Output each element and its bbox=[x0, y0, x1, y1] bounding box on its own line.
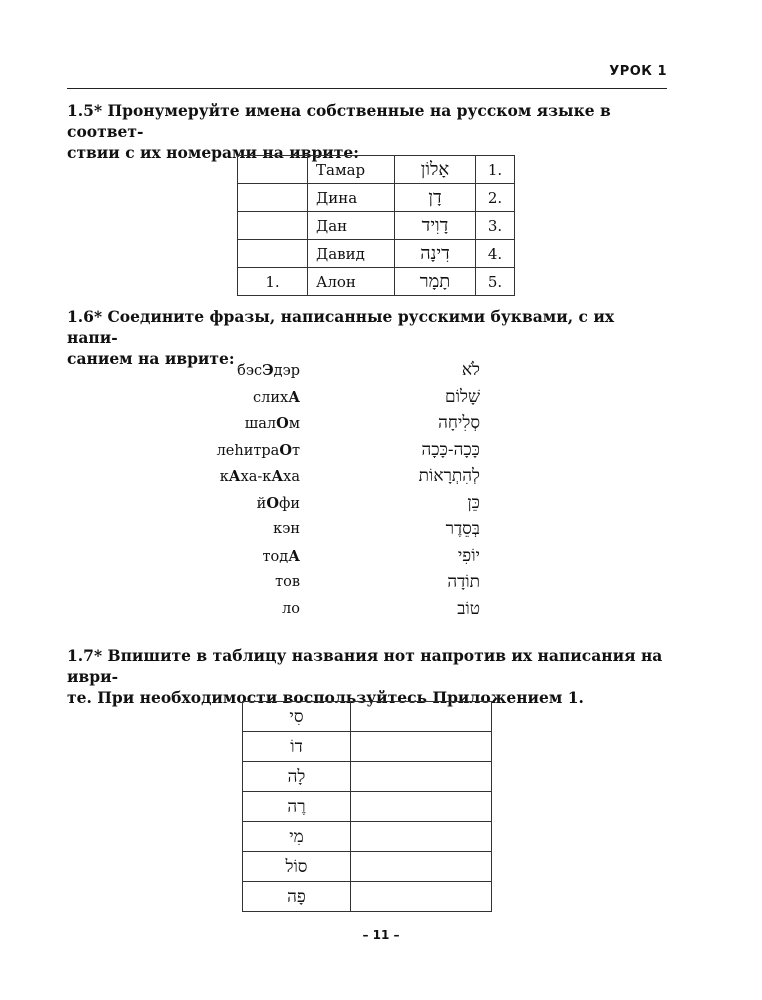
page-header bbox=[67, 62, 667, 89]
answer-cell[interactable] bbox=[351, 792, 492, 822]
hebrew-phrase: שָׁלוֹם bbox=[445, 386, 480, 407]
hebrew-note-cell: לָה bbox=[243, 762, 351, 792]
task-1-5-instructions bbox=[67, 100, 667, 163]
answer-cell[interactable] bbox=[351, 732, 492, 762]
answer-cell[interactable]: 1. bbox=[238, 268, 308, 296]
number-cell: .3 bbox=[476, 212, 515, 240]
page-number: – 11 – bbox=[362, 928, 400, 942]
answer-cell[interactable] bbox=[351, 702, 492, 732]
number-cell: .5 bbox=[476, 268, 515, 296]
answer-cell[interactable] bbox=[238, 240, 308, 268]
russian-phrase: бэсЭдэр bbox=[237, 362, 300, 379]
hebrew-phrase: לְהִתְרָאוֹת bbox=[418, 466, 480, 486]
russian-phrase: тов bbox=[275, 574, 300, 590]
task-1-7-instructions bbox=[67, 645, 667, 708]
answer-cell[interactable] bbox=[238, 184, 308, 212]
hebrew-name-cell: דִינָה bbox=[395, 240, 476, 268]
hebrew-phrase: בְּסֵדֶר bbox=[445, 519, 480, 539]
answer-cell[interactable] bbox=[238, 212, 308, 240]
hebrew-phrase: טוֹב bbox=[457, 598, 480, 619]
hebrew-name-cell: דָוִיד bbox=[395, 212, 476, 240]
hebrew-phrase: לֹא bbox=[461, 360, 480, 380]
hebrew-note-cell: סִי bbox=[243, 702, 351, 732]
russian-phrase: кАха-кАха bbox=[219, 468, 300, 485]
lesson-title: УРОК 1 bbox=[609, 64, 667, 79]
russian-name-cell: Давид bbox=[308, 240, 395, 268]
hebrew-phrase: תוֹדָה bbox=[447, 572, 480, 592]
number-cell: .2 bbox=[476, 184, 515, 212]
task-1-7-row bbox=[243, 882, 492, 912]
task-1-5-row bbox=[238, 212, 515, 240]
hebrew-phrase: סְלִיחָה bbox=[438, 413, 480, 433]
answer-cell[interactable] bbox=[351, 852, 492, 882]
russian-phrase: леhитраОт bbox=[216, 441, 300, 459]
hebrew-phrase: כָּכָה-כָּכָה bbox=[421, 439, 480, 460]
task-1-7-row bbox=[243, 852, 492, 882]
hebrew-note-cell: פָה bbox=[243, 882, 351, 912]
russian-phrase: слихА bbox=[253, 388, 300, 406]
task-1-6-line-1: 1.6* Соедините фразы, написанные русскими буквами, с их напи- bbox=[67, 307, 615, 347]
hebrew-note-cell: סוֹל bbox=[243, 852, 351, 882]
number-cell: .1 bbox=[476, 156, 515, 184]
russian-phrase: кэн bbox=[273, 521, 300, 537]
russian-phrase: ло bbox=[282, 600, 300, 617]
russian-name-cell: Алон bbox=[308, 268, 395, 296]
task-1-7-line-1: 1.7* Впишите в таблицу названия нот напротив их написания на иври- bbox=[67, 646, 663, 686]
task-1-6-line-2: санием на иврите: bbox=[67, 349, 235, 368]
hebrew-note-cell: דוֹ bbox=[243, 732, 351, 762]
task-1-5-line-2: ствии с их номерами на иврите: bbox=[67, 143, 359, 162]
task-1-5-row bbox=[238, 240, 515, 268]
russian-phrase: шалОм bbox=[244, 415, 300, 432]
answer-cell[interactable] bbox=[351, 882, 492, 912]
task-1-7-row bbox=[243, 792, 492, 822]
russian-name-cell: Дина bbox=[308, 184, 395, 212]
russian-name-cell: Дан bbox=[308, 212, 395, 240]
hebrew-note-cell: מִי bbox=[243, 822, 351, 852]
task-1-7-row bbox=[243, 762, 492, 792]
answer-cell[interactable] bbox=[351, 822, 492, 852]
task-1-5-row bbox=[238, 184, 515, 212]
answer-cell[interactable] bbox=[351, 762, 492, 792]
answer-cell[interactable] bbox=[238, 156, 308, 184]
hebrew-name-cell: דָן bbox=[395, 184, 476, 212]
hebrew-note-cell: רֶה bbox=[243, 792, 351, 822]
task-1-7-row bbox=[243, 732, 492, 762]
hebrew-phrase: כֵּן bbox=[467, 492, 480, 513]
number-cell: .4 bbox=[476, 240, 515, 268]
hebrew-name-cell: אָלוֹן bbox=[395, 156, 476, 184]
hebrew-phrase: יוֹפִי bbox=[457, 545, 480, 566]
russian-phrase: йОфи bbox=[256, 494, 300, 512]
russian-phrase: тодА bbox=[262, 547, 300, 565]
task-1-7-line-2: те. При необходимости воспользуйтесь Приложением 1. bbox=[67, 688, 584, 707]
task-1-7-row bbox=[243, 822, 492, 852]
russian-name-cell: Тамар bbox=[308, 156, 395, 184]
task-1-5-table bbox=[237, 155, 515, 296]
hebrew-name-cell: תָמָר bbox=[395, 268, 476, 296]
task-1-5-row bbox=[238, 156, 515, 184]
task-1-7-table bbox=[242, 701, 492, 912]
task-1-5-line-1: 1.5* Пронумеруйте имена собственные на русском языке в соответ- bbox=[67, 101, 611, 141]
task-1-6-instructions bbox=[67, 306, 667, 369]
task-1-7-row bbox=[243, 702, 492, 732]
task-1-5-row bbox=[238, 268, 515, 296]
